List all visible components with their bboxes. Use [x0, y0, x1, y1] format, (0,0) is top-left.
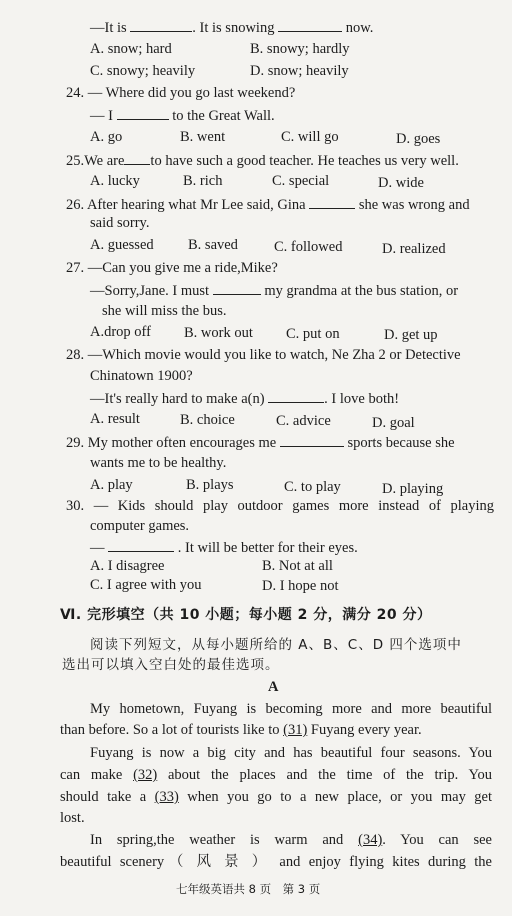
passage-p1-line-1: My hometown, Fuyang is becoming more and more beautiful	[90, 701, 492, 717]
section-heading: Ⅵ. 完形填空（共 10 小题；每小题 2 分，满分 20 分）	[60, 607, 432, 623]
q28-stem-2: Chinatown 1900?	[90, 368, 193, 384]
q24-option-d[interactable]: D. goes	[396, 131, 441, 147]
answer-blank[interactable]	[213, 281, 261, 295]
q27-stem: 27. —Can you give me a ride,Mike?	[66, 260, 278, 276]
q28-stem-1: 28. —Which movie would you like to watch, Ne Zha 2 or Detective	[66, 347, 461, 363]
q28-option-a[interactable]: A. result	[90, 411, 140, 427]
q28-option-b[interactable]: B. choice	[180, 412, 235, 428]
page-footer: 七年级英语共 8 页 第 3 页	[176, 882, 321, 896]
q30-stem-1: 30. — Kids should play outdoor games more instead of playing	[66, 498, 494, 514]
q30-stem-2: computer games.	[90, 518, 190, 534]
q27-option-d[interactable]: D. get up	[384, 327, 438, 343]
q25-option-c[interactable]: C. special	[272, 173, 330, 189]
q28-option-c[interactable]: C. advice	[276, 413, 331, 429]
q29-option-d[interactable]: D. playing	[382, 481, 444, 497]
section-instructions-2: 选出可以填入空白处的最佳选项。	[62, 657, 280, 673]
q26-option-d[interactable]: D. realized	[382, 241, 446, 257]
answer-blank[interactable]	[124, 151, 150, 165]
q27-line-1: —Sorry,Jane. I must my grandma at the bus station, or	[90, 283, 459, 299]
q29-line-1: 29. My mother often encourages me sports because she	[66, 435, 455, 451]
answer-blank[interactable]	[108, 538, 174, 552]
blank-33[interactable]: (33)	[154, 789, 179, 805]
answer-blank[interactable]	[280, 433, 344, 447]
q25-line: 25.We are to have such a good teacher. He teaches us very well.	[66, 153, 459, 169]
q30-option-c[interactable]: C. I agree with you	[90, 577, 202, 593]
passage-p1-line-2: than before. So a lot of tourists like to (31) Fuyang every year.	[60, 722, 422, 738]
q26-option-b[interactable]: B. saved	[188, 237, 238, 253]
blank-32[interactable]: (32)	[133, 767, 158, 783]
q26-line-1: 26. After hearing what Mr Lee said, Gina she was wrong and	[66, 197, 470, 213]
q27-option-b[interactable]: B. work out	[184, 325, 253, 341]
q30-option-b[interactable]: B. Not at all	[262, 558, 333, 574]
q30-line: — . It will be better for their eyes.	[90, 540, 358, 556]
q25-option-d[interactable]: D. wide	[378, 175, 424, 191]
q28-line: —It's really hard to make a(n) . I love both!	[90, 391, 400, 407]
q30-option-a[interactable]: A. I disagree	[90, 558, 165, 574]
q24-line: — I to the Great Wall.	[90, 108, 275, 124]
answer-blank[interactable]	[309, 195, 355, 209]
q26-line-2: said sorry.	[90, 215, 150, 231]
blank-34[interactable]: (34)	[358, 832, 383, 848]
q29-option-a[interactable]: A. play	[90, 477, 133, 493]
passage-p2-line-1: Fuyang is now a big city and has beautiful four seasons. You	[90, 745, 492, 761]
q23-option-a[interactable]: A. snow; hard	[90, 41, 172, 57]
q26-option-a[interactable]: A. guessed	[90, 237, 154, 253]
q28-option-d[interactable]: D. goal	[372, 415, 415, 431]
passage-title: A	[268, 679, 279, 695]
q29-option-c[interactable]: C. to play	[284, 479, 341, 495]
q27-line-2: she will miss the bus.	[102, 303, 227, 319]
q24-option-a[interactable]: A. go	[90, 129, 123, 145]
q27-option-c[interactable]: C. put on	[286, 326, 340, 342]
section-instructions-1: 阅读下列短文，从每小题所给的 A、B、C、D 四个选项中	[90, 637, 462, 653]
passage-p2-line-4: lost.	[60, 810, 85, 826]
q23-option-d[interactable]: D. snow; heavily	[250, 63, 349, 79]
passage-p2-line-2: can make (32) about the places and the time of the trip. You	[60, 767, 492, 783]
q25-option-b[interactable]: B. rich	[183, 173, 223, 189]
answer-blank[interactable]	[268, 389, 324, 403]
q23-option-c[interactable]: C. snowy; heavily	[90, 63, 196, 79]
q23-line: —It is . It is snowing now.	[90, 20, 374, 36]
answer-blank[interactable]	[130, 18, 192, 32]
answer-blank[interactable]	[278, 18, 342, 32]
passage-p3-line-1: In spring,the weather is warm and (34). You can see	[90, 832, 492, 848]
q23-option-b[interactable]: B. snowy; hardly	[250, 41, 350, 57]
blank-31[interactable]: (31)	[283, 722, 308, 738]
q24-option-c[interactable]: C. will go	[281, 129, 339, 145]
q25-option-a[interactable]: A. lucky	[90, 173, 140, 189]
q26-option-c[interactable]: C. followed	[274, 239, 343, 255]
q29-line-2: wants me to be healthy.	[90, 455, 227, 471]
q29-option-b[interactable]: B. plays	[186, 477, 234, 493]
passage-p3-line-2: beautiful scenery（ 风 景 ） and enjoy flying kites during the	[60, 854, 492, 870]
q27-option-a[interactable]: A.drop off	[90, 324, 151, 340]
q30-option-d[interactable]: D. I hope not	[262, 578, 339, 594]
passage-p2-line-3: should take a (33) when you go to a new place, or you may get	[60, 789, 493, 805]
answer-blank[interactable]	[117, 106, 169, 120]
q24-option-b[interactable]: B. went	[180, 129, 226, 145]
q24-stem: 24. — Where did you go last weekend?	[66, 85, 296, 101]
